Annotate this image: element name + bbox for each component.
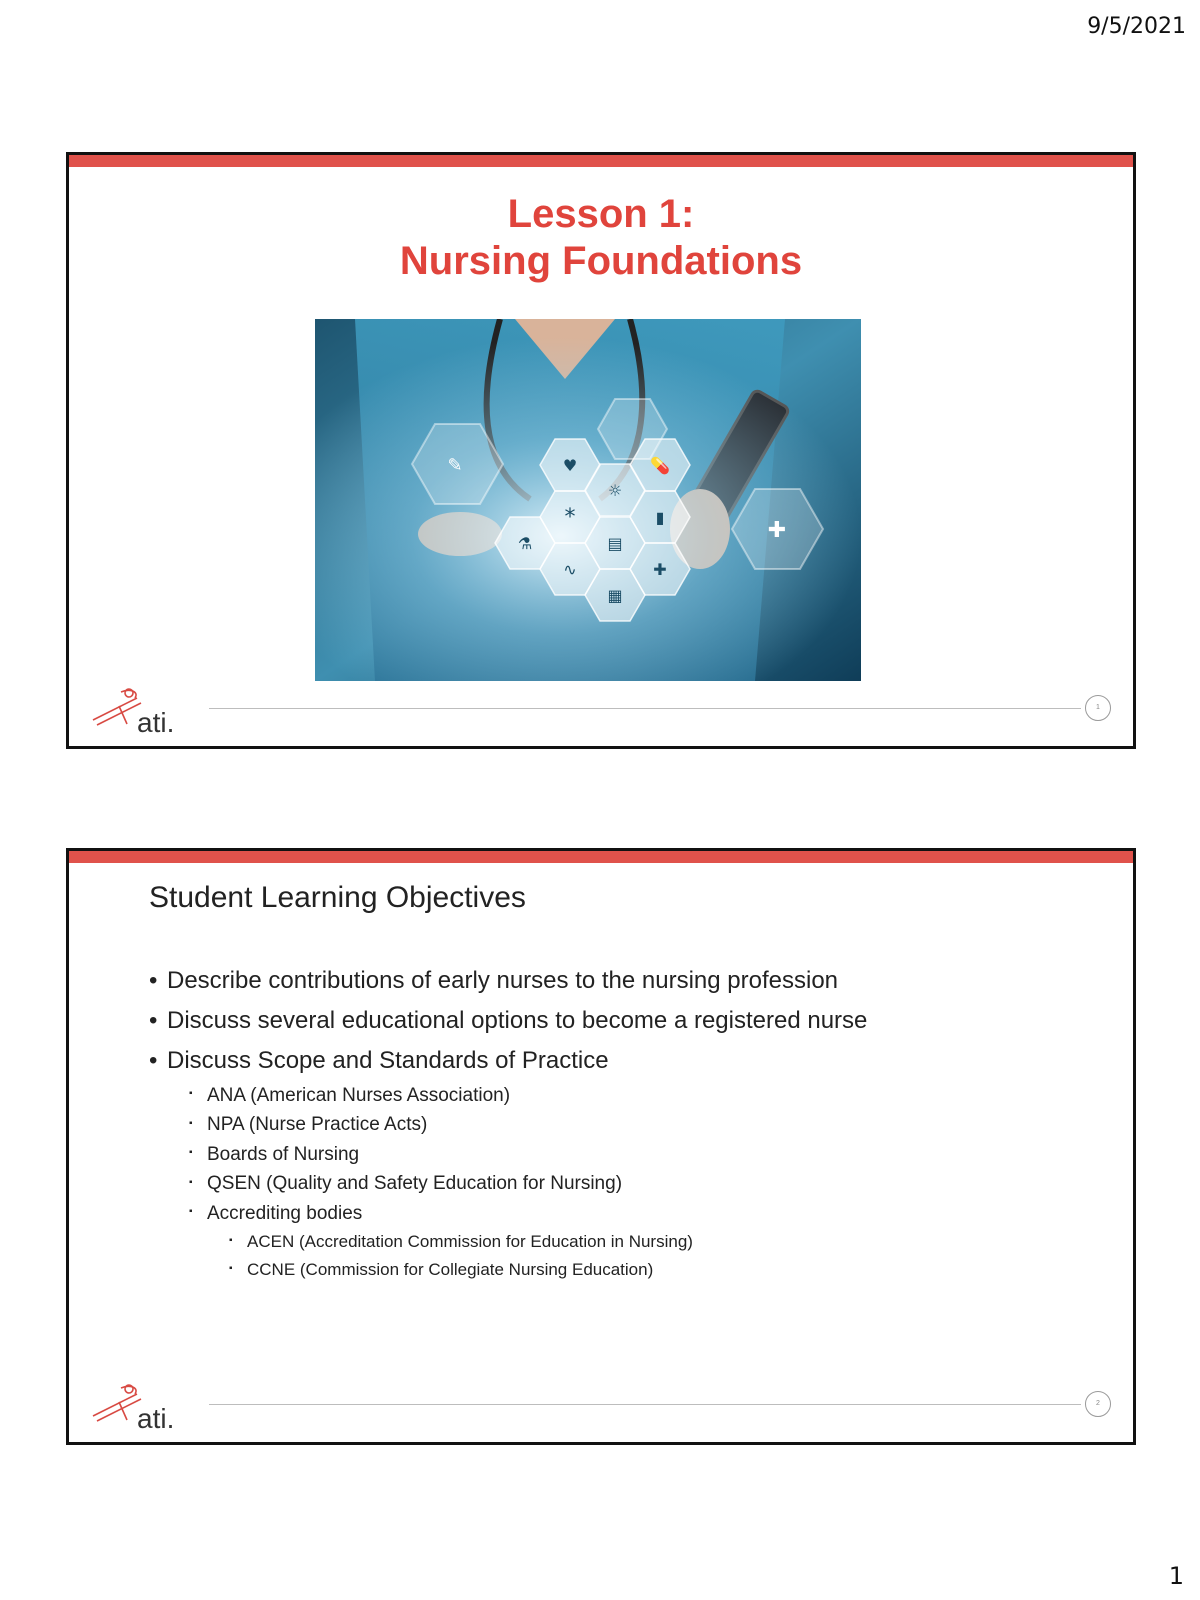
title-line-1: Lesson 1: [507,192,695,236]
ati-logo-text: ati. [137,1403,175,1434]
list-item: • Describe contributions of early nurses to the nursing profession [149,961,1093,1001]
page-date: 9/5/2021 [1087,14,1186,39]
svg-text:∿: ∿ [563,560,577,579]
bullet-icon: • [149,1007,158,1034]
title-line-2: Nursing Foundations [399,239,803,283]
nurse-hero-image [315,319,861,681]
objectives-list [149,961,1093,1284]
slide-number: 2 [1085,1391,1111,1417]
slide-footer [69,1372,1133,1442]
slide-1 [66,152,1136,749]
sub-list-item: ▪ NPA (Nurse Practice Acts) [149,1110,1093,1139]
list-item: • Discuss Scope and Standards of Practice [149,1041,1093,1081]
sub-list-item: ▪ Accrediting bodies [149,1199,1093,1228]
svg-text:✎: ✎ [447,455,463,476]
svg-text:♥: ♥ [562,456,578,475]
bullet-icon: ▪ [229,1235,233,1247]
sub-list-item: ▪ ANA (American Nurses Association) [149,1081,1093,1110]
svg-text:☼: ☼ [607,481,623,500]
slide-number: 1 [1085,695,1111,721]
svg-text:⚗: ⚗ [517,534,533,553]
slide-2 [66,848,1136,1445]
sub-sub-list-item: ▪ CCNE (Commission for Collegiate Nursing Education) [149,1256,1093,1284]
bullet-icon: ▪ [189,1147,193,1159]
svg-text:▦: ▦ [607,586,623,605]
svg-text:✚: ✚ [767,518,787,543]
svg-text:✚: ✚ [653,560,667,579]
svg-text:💊: 💊 [650,456,670,475]
svg-text:▮: ▮ [655,508,665,527]
slide-title [69,191,1133,285]
ati-logo [91,1380,191,1435]
bullet-icon: • [149,967,158,994]
slide-heading: Student Learning Objectives [149,881,526,914]
bullet-icon: ▪ [189,1206,193,1218]
list-item: • Discuss several educational options to become a registered nurse [149,1001,1093,1041]
footer-divider [209,1404,1081,1405]
sub-sub-list-item: ▪ ACEN (Accreditation Commission for Education in Nursing) [149,1228,1093,1256]
slide-accent-bar [69,155,1133,167]
svg-text:▤: ▤ [607,534,623,553]
svg-text:*: * [564,505,576,530]
page-number: 1 [1168,1562,1184,1590]
bullet-icon: ▪ [189,1117,193,1129]
footer-divider [209,708,1081,709]
sub-list-item: ▪ QSEN (Quality and Safety Education for Nursing) [149,1169,1093,1198]
bullet-icon: ▪ [189,1088,193,1100]
ati-logo [91,684,191,739]
ati-logo-text: ati. [137,707,175,738]
sub-list-item: ▪ Boards of Nursing [149,1140,1093,1169]
slide-footer [69,676,1133,746]
bullet-icon: ▪ [189,1176,193,1188]
slide-accent-bar [69,851,1133,863]
bullet-icon: • [149,1047,158,1074]
bullet-icon: ▪ [229,1263,233,1275]
